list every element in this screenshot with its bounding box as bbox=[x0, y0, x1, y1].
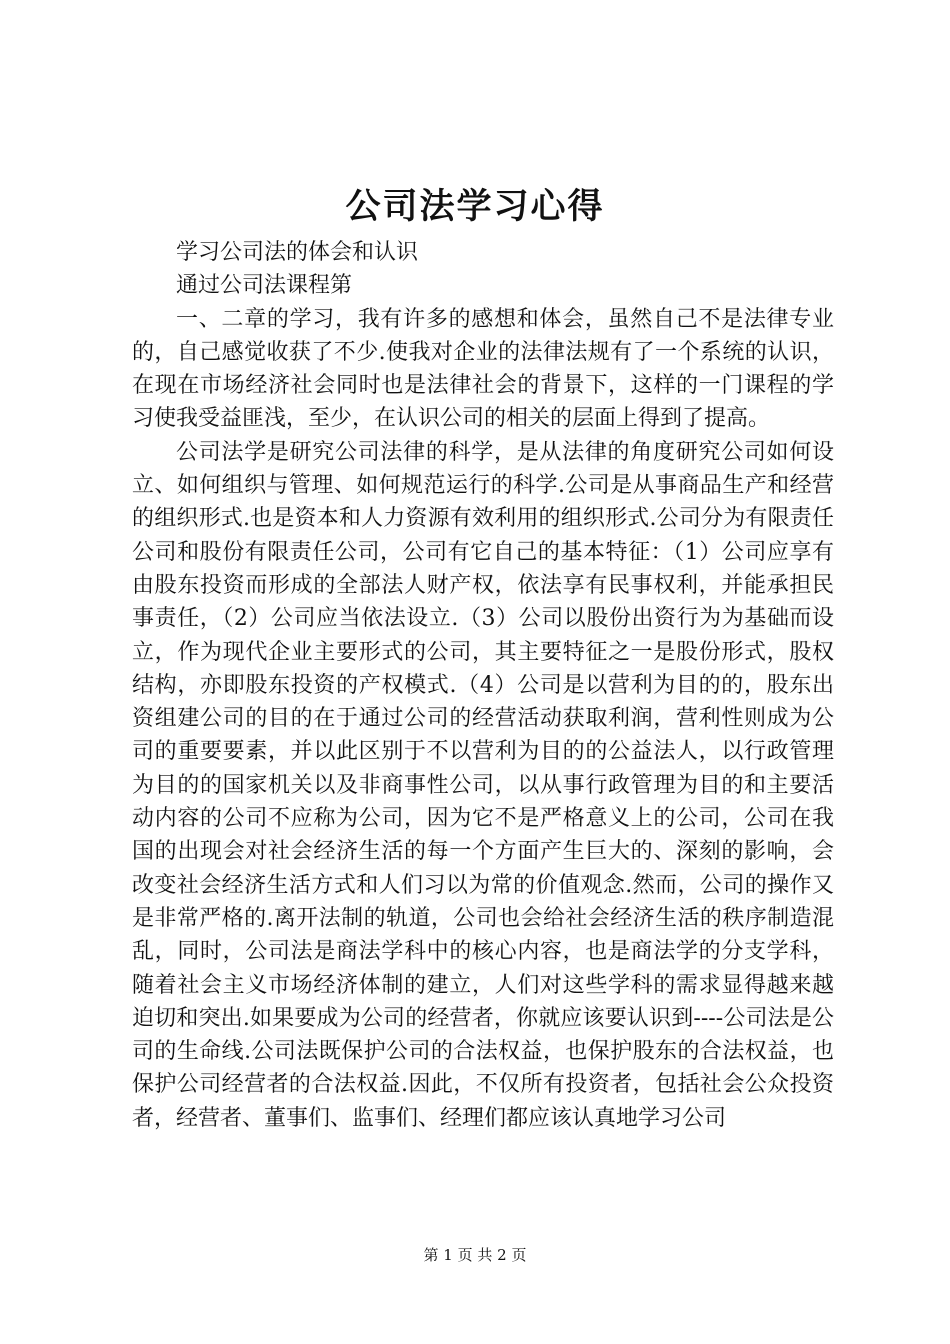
document-title: 公司法学习心得 bbox=[345, 186, 605, 227]
document-body bbox=[132, 236, 834, 1135]
page-footer: 第 1 页 共 2 页 bbox=[423, 1246, 527, 1264]
paragraph-1: 一、二章的学习，我有许多的感想和体会，虽然自己不是法律专业的，自己感觉收获了不少.使我对企业的法律法规有了一个系统的认识，在现在市场经济社会同时也是法律社会的背景下，这样的一门课程的学习使我受益匪浅，至少，在认识公司的相关的层面上得到了提高。 bbox=[132, 306, 834, 432]
paragraph-2: 公司法学是研究公司法律的科学，是从法律的角度研究公司如何设立、如何组织与管理、如何规范运行的科学.公司是从事商品生产和经营的组织形式.也是资本和人力资源有效利用的组织形式.公司分为有限责任公司和股份有限责任公司，公司有它自己的基本特征：（1）公司应享有由股东投资而形成的全部法人财产权，依法享有民事权利，并能承担民事责任，（2）公司应当依法设立.（3）公司以股份出资行为为基础而设立，作为现代企业主要形式的公司，其主要特征之一是股份形式，股权结构，亦即股东投资的产权模式.（4）公司是以营利为目的的，股东出资组建公司的目的在于通过公司的经营活动获取利润，营利性则成为公司的重要要素，并以此区别于不以营利为目的的公益法人，以行政管理为目的的国家机关以及非商事性公司，以从事行政管理为目的和主要活动内容的公司不应称为公司，因为它不是严格意义上的公司，公司在我国的出现会对社会经济生活的每一个方面产生巨大的、深刻的影响，会改变社会经济生活方式和人们习以为常的价值观念.然而，公司的操作又是非常严格的.离开法制的轨道，公司也会给社会经济生活的秩序制造混乱，同时，公司法是商法学科中的核心内容，也是商法学的分支学科，随着社会主义市场经济体制的建立，人们对这些学科的需求显得越来越迫切和突出.如果要成为公司的经营者，你就应该要认识到----公司法是公司的生命线.公司法既保护公司的合法权益，也保护股东的合法权益，也保护公司经营者的合法权益.因此，不仅所有投资者，包括社会公众投资者，经营者、董事们、监事们、经理们都应该认真地学习公司 bbox=[132, 439, 834, 1131]
paragraph-intro: 通过公司法课程第 bbox=[176, 273, 353, 299]
paragraph-subtitle: 学习公司法的体会和认识 bbox=[176, 240, 419, 265]
